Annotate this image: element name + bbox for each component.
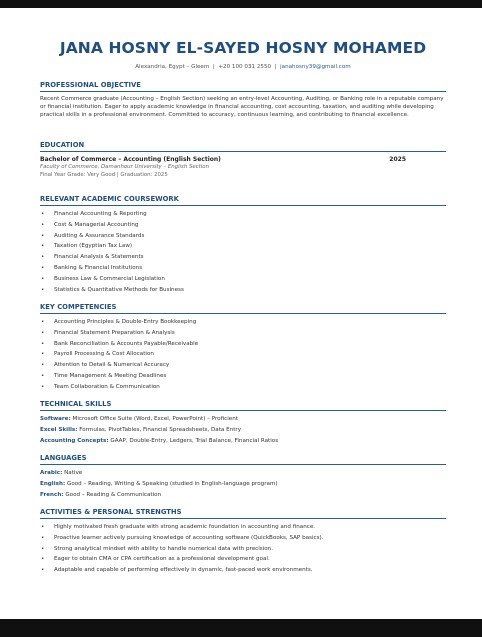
technical-title: TECHNICAL SKILLS xyxy=(40,400,446,411)
list-item: • Eager to obtain CMA or CPA certification as a professional development goal. xyxy=(40,554,446,565)
list-item: • Time Management & Meeting Deadlines xyxy=(40,371,446,382)
language-row xyxy=(40,468,446,479)
competencies-section xyxy=(40,303,446,393)
list-item: • Payroll Processing & Cost Allocation xyxy=(40,349,446,360)
email-link[interactable]: janahosny39@gmail.com xyxy=(280,64,351,70)
skill-key: Excel Skills: xyxy=(40,426,78,433)
education-section xyxy=(40,141,446,179)
activities-list xyxy=(40,522,446,576)
list-item: • Financial Accounting & Reporting xyxy=(40,209,446,220)
languages-section xyxy=(40,454,446,500)
objective-title: PROFESSIONAL OBJECTIVE xyxy=(40,81,446,92)
coursework-title: RELEVANT ACADEMIC COURSEWORK xyxy=(40,195,446,206)
objective-section xyxy=(40,81,446,119)
language-key: Arabic: xyxy=(40,470,63,476)
activities-section xyxy=(40,508,446,576)
education-degree-row xyxy=(40,156,446,164)
candidate-name: JANA HOSNY EL-SAYED HOSNY MOHAMED xyxy=(59,39,427,57)
list-item: • Team Collaboration & Communication xyxy=(40,382,446,393)
skill-value: Formulas, PivotTables, Financial Spreadsheets, Data Entry xyxy=(79,426,242,433)
list-item: • Cost & Managerial Accounting xyxy=(40,220,446,231)
objective-text: Recent Commerce graduate (Accounting – English Section) seeking an entry-level Accounting, Auditing, or Banking role in a reputable company or financial institution. Eager to apply academic knowledge in financial accounting, cost accounting, taxation, and auditing while developing practical skills in a professional environment. Committed to accuracy, continuous learning, and contributing to financial excellence. xyxy=(40,96,444,118)
list-item: • Accounting Principles & Double-Entry Bookkeeping xyxy=(40,317,446,328)
list-item: • Auditing & Assurance Standards xyxy=(40,231,446,242)
degree-year: 2025 xyxy=(389,156,406,163)
list-item: • Taxation (Egyptian Tax Law) xyxy=(40,241,446,252)
top-border xyxy=(0,0,482,8)
language-value: Good – Reading, Writing & Speaking (studied in English-language program) xyxy=(66,480,278,487)
skill-value: Microsoft Office Suite (Word, Excel, PowerPoint) – Proficient xyxy=(72,416,238,422)
skill-row xyxy=(40,425,446,436)
language-row xyxy=(40,490,446,501)
education-title: EDUCATION xyxy=(40,141,446,152)
list-item: • Strong analytical mindset with ability to handle numerical data with precision. xyxy=(40,544,446,555)
list-item: • Business Law & Commercial Legislation xyxy=(40,274,446,285)
skill-value: GAAP, Double-Entry, Ledgers, Trial Balance, Financial Ratios xyxy=(110,437,279,444)
list-item: • Proactive learner actively pursuing knowledge of accounting software (QuickBooks, SAP basics). xyxy=(40,533,446,544)
list-item: • Statistics & Quantitative Methods for Business xyxy=(40,285,446,296)
language-key: English: xyxy=(40,480,66,487)
coursework-list xyxy=(40,209,446,295)
language-row xyxy=(40,479,446,490)
location: Alexandria, Egypt – Gleem xyxy=(135,64,210,70)
skill-key: Software: xyxy=(40,416,71,422)
list-item: • Adaptable and capable of performing effectively in dynamic, fast-paced work environments. xyxy=(40,565,446,576)
languages-title: LANGUAGES xyxy=(40,454,446,465)
contact-line: Alexandria, Egypt – Gleem | +20 100 031 2550 | janahosny39@gmail.com xyxy=(135,64,351,70)
activities-title: ACTIVITIES & PERSONAL STRENGTHS xyxy=(40,508,446,519)
competencies-list xyxy=(40,317,446,393)
skill-row xyxy=(40,436,446,447)
list-item: • Bank Reconciliation & Accounts Payable/Receivable xyxy=(40,339,446,350)
grade: Final Year Grade: Very Good | Graduation: 2025 xyxy=(40,171,168,178)
skill-key: Accounting Concepts: xyxy=(40,437,109,444)
list-item: • Financial Statement Preparation & Analysis xyxy=(40,328,446,339)
bottom-border xyxy=(0,619,482,637)
list-item: • Banking & Financial Institutions xyxy=(40,263,446,274)
resume-content xyxy=(40,38,446,72)
list-item: • Financial Analysis & Statements xyxy=(40,252,446,263)
coursework-section xyxy=(40,195,446,295)
phone: +20 100 031 2550 xyxy=(218,64,272,70)
language-value: Native xyxy=(64,470,83,476)
technical-section xyxy=(40,400,446,446)
degree: Bachelor of Commerce – Accounting (English Section) xyxy=(40,156,221,163)
faculty: Faculty of Commerce, Damanhour University – English Section xyxy=(40,164,210,170)
skill-row xyxy=(40,414,446,425)
competencies-title: KEY COMPETENCIES xyxy=(40,303,446,314)
list-item: • Highly motivated fresh graduate with strong academic foundation in accounting and finance. xyxy=(40,522,446,533)
language-key: French: xyxy=(40,491,64,498)
list-item: • Attention to Detail & Numerical Accuracy xyxy=(40,360,446,371)
language-value: Good – Reading & Communication xyxy=(65,491,162,498)
